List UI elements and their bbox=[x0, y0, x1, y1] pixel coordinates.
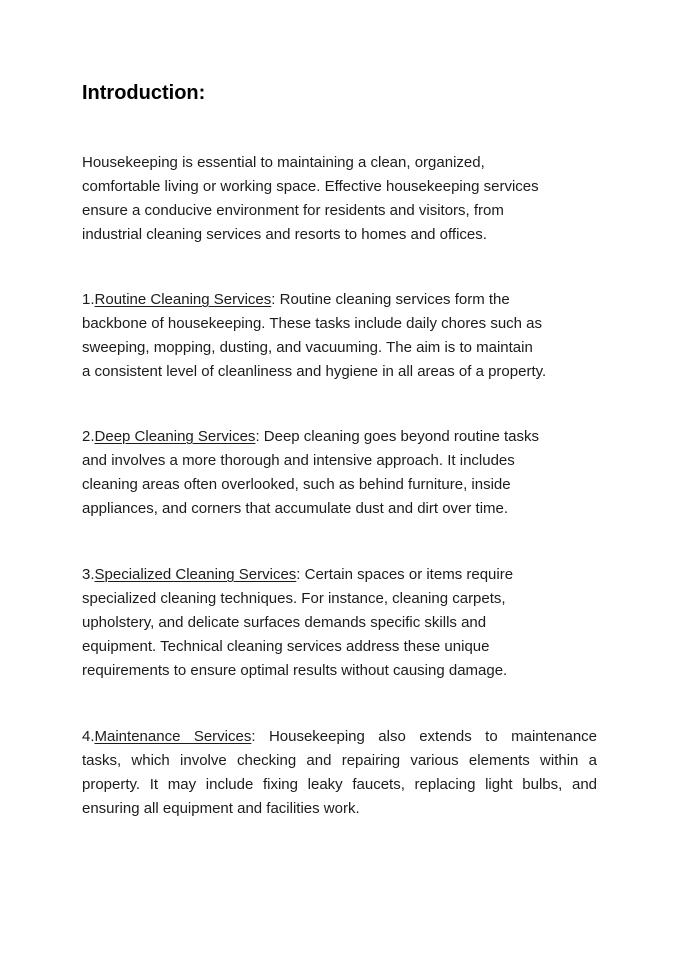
section-title: Routine Cleaning Services bbox=[94, 291, 272, 308]
section-number: 3. bbox=[82, 566, 95, 583]
section-line: ensuring all equipment and facilities work. bbox=[82, 800, 360, 817]
section-line: and involves a more thorough and intensive approach. It includes bbox=[82, 452, 515, 469]
intro-paragraph bbox=[82, 151, 582, 247]
section-title: Specialized Cleaning Services bbox=[94, 566, 297, 583]
section-line: upholstery, and delicate surfaces demands specific skills and bbox=[82, 614, 487, 631]
section-first-line bbox=[82, 563, 572, 587]
section-line: equipment. Technical cleaning services address these unique bbox=[82, 638, 490, 655]
section-line: backbone of housekeeping. These tasks include daily chores such as bbox=[82, 315, 543, 332]
section-text: : Deep cleaning goes beyond routine tasks bbox=[255, 428, 539, 445]
section-routine-cleaning bbox=[82, 288, 592, 384]
intro-line: Housekeeping is essential to maintaining a clean, organized, bbox=[82, 154, 485, 171]
section-number: 2. bbox=[82, 428, 95, 445]
section-maintenance bbox=[82, 725, 597, 821]
section-line: sweeping, mopping, dusting, and vacuuming. The aim is to maintain bbox=[82, 339, 533, 356]
section-text: : Certain spaces or items require bbox=[296, 566, 514, 583]
intro-line: comfortable living or working space. Effective housekeeping services bbox=[82, 178, 539, 195]
section-first-line bbox=[82, 288, 592, 312]
section-first-line bbox=[82, 725, 597, 749]
section-text: : Routine cleaning services form the bbox=[271, 291, 510, 308]
intro-line: ensure a conducive environment for residents and visitors, from bbox=[82, 202, 504, 219]
section-line: property. It may include fixing leaky faucets, replacing light bulbs, and bbox=[82, 776, 597, 793]
section-line: cleaning areas often overlooked, such as behind furniture, inside bbox=[82, 476, 511, 493]
section-line: tasks, which involve checking and repairing various elements within a bbox=[82, 752, 597, 769]
section-line: a consistent level of cleanliness and hygiene in all areas of a property. bbox=[82, 363, 547, 380]
section-title: Deep Cleaning Services bbox=[94, 428, 256, 445]
section-specialized-cleaning bbox=[82, 563, 572, 683]
section-number: 1. bbox=[82, 291, 95, 308]
section-text: : Housekeeping also extends to maintenance bbox=[251, 728, 597, 745]
section-line: requirements to ensure optimal results without causing damage. bbox=[82, 662, 508, 679]
section-first-line bbox=[82, 425, 582, 449]
intro-line: industrial cleaning services and resorts to homes and offices. bbox=[82, 226, 487, 243]
section-number: 4. bbox=[82, 728, 95, 745]
section-title: Maintenance Services bbox=[94, 728, 252, 745]
page-title: Introduction: bbox=[82, 82, 206, 104]
section-line: specialized cleaning techniques. For instance, cleaning carpets, bbox=[82, 590, 506, 607]
section-deep-cleaning bbox=[82, 425, 582, 521]
section-line: appliances, and corners that accumulate dust and dirt over time. bbox=[82, 500, 509, 517]
